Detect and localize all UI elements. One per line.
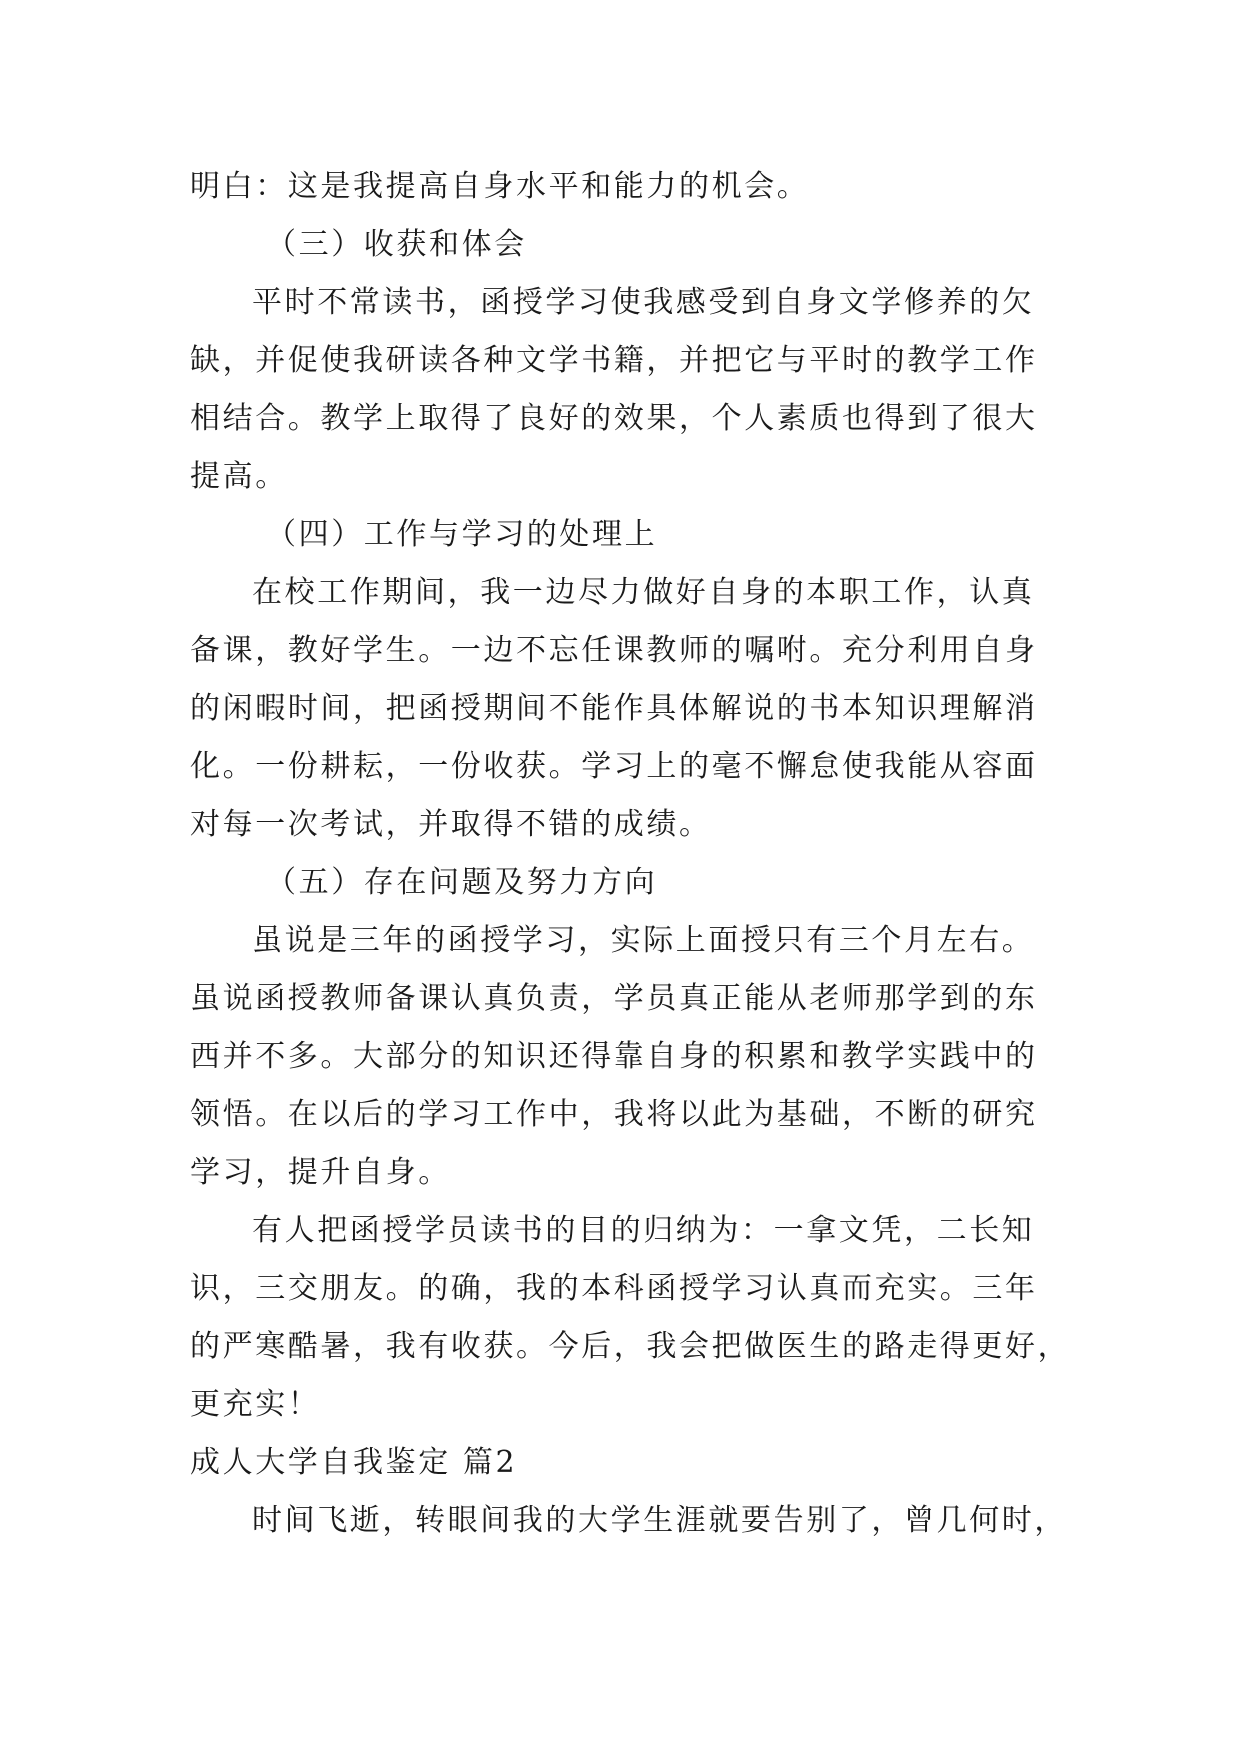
body-line: 西并不多。大部分的知识还得靠自身的积累和教学实践中的 (190, 1039, 1038, 1074)
body-line: 化。一份耕耘，一份收获。学习上的毫不懈怠使我能从容面 (190, 749, 1038, 784)
body-line: 提高。 (190, 459, 288, 494)
body-line: 时间飞逝，转眼间我的大学生涯就要告别了，曾几何时， (252, 1503, 1067, 1538)
body-line: 的严寒酷暑，我有收获。今后，我会把做医生的路走得更好， (190, 1329, 1071, 1364)
body-line: 备课，教好学生。一边不忘任课教师的嘱咐。充分利用自身 (190, 633, 1038, 668)
body-line: 虽说是三年的函授学习，实际上面授只有三个月左右。 (252, 923, 1035, 958)
body-line: 学习，提升自身。 (190, 1155, 451, 1190)
section-heading-three: （三）收获和体会 (266, 227, 527, 262)
body-line: 有人把函授学员读书的目的归纳为：一拿文凭，二长知 (252, 1213, 1035, 1248)
section-heading-five: （五）存在问题及努力方向 (266, 865, 658, 900)
document-body (190, 158, 1071, 1550)
body-line: 平时不常读书，函授学习使我感受到自身文学修养的欠 (252, 285, 1035, 320)
body-line: 领悟。在以后的学习工作中，我将以此为基础，不断的研究 (190, 1097, 1038, 1132)
article-title: 成人大学自我鉴定 篇2 (190, 1445, 518, 1480)
body-line: 对每一次考试，并取得不错的成绩。 (190, 807, 712, 842)
body-line: 明白：这是我提高自身水平和能力的机会。 (190, 169, 810, 204)
body-line: 相结合。教学上取得了良好的效果，个人素质也得到了很大 (190, 401, 1038, 436)
body-line: 缺，并促使我研读各种文学书籍，并把它与平时的教学工作 (190, 343, 1038, 378)
body-line: 更充实！ (190, 1387, 321, 1422)
body-line: 识，三交朋友。的确，我的本科函授学习认真而充实。三年 (190, 1271, 1038, 1306)
section-heading-four: （四）工作与学习的处理上 (266, 517, 658, 552)
body-line: 虽说函授教师备课认真负责，学员真正能从老师那学到的东 (190, 981, 1038, 1016)
body-line: 在校工作期间，我一边尽力做好自身的本职工作，认真 (252, 575, 1035, 610)
body-line: 的闲暇时间，把函授期间不能作具体解说的书本知识理解消 (190, 691, 1038, 726)
